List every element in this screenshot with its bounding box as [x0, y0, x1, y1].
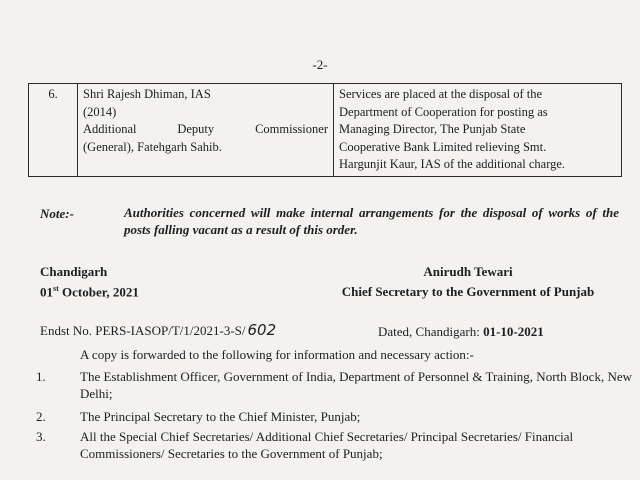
note-text: Authorities concerned will make internal arrangements for the disposal of works of the posts falling vacant as a result of this order.: [124, 205, 619, 237]
posting-cell: [334, 84, 622, 177]
endorsement-number: Endst No. PERS-IASOP/T/1/2021-3-S/ 602: [40, 321, 277, 339]
page-number: -2-: [312, 57, 328, 72]
document-page: -2- 6. Shri Rajesh Dhiman, IAS (2014) Additional Deputy Commissioner (General), Fatehgarh Sahib. Services are placed at the disposal of the Department of Cooperation for posting as Managing Director, The Punjab State Cooperative Bank Limited relieving Smt. Hargunjit Kaur, IAS of the additional charge. Note:- Authorities concerned will make internal arrangements for the disposal of works of the posts falling vacant as a result of this order. Chandigarh 01st October, 2021 Anirudh Tewari Chief Secretary to the Government of Punjab Endst No. PERS-IASOP/T/1/2021-3-S/ 602 Dated, Chandigarh: 01-10-2021 A copy is forwarded to the following for information and necessary action:- 1. The Establishment Officer, Government of India, Department of Personnel & Training, North Block, New Delhi; 2. The Principal Secretary to the Chief Minister, Punjab; 3. All the Special Chief Secretaries/ Additional Chief Secretaries/ Principal Secretaries/ Financial Commissioners/ Secretaries to the Government of Punjab;: [0, 0, 640, 480]
table-row: [29, 84, 622, 177]
officer-designation-line2: (General), Fatehgarh Sahib.: [83, 139, 222, 154]
officer-cell: [78, 84, 334, 177]
forwarding-intro: A copy is forwarded to the following for information and necessary action:-: [80, 347, 474, 362]
designation-word: Deputy: [177, 122, 215, 136]
designation-word: Commissioner: [255, 122, 328, 136]
designation-word: Additional: [83, 122, 137, 136]
signer-designation: Chief Secretary to the Government of Punjab: [341, 284, 595, 299]
officer-name: Shri Rajesh Dhiman, IAS: [83, 87, 211, 101]
issue-date: 01st October, 2021: [40, 284, 139, 300]
posting-line: Managing Director, The Punjab State: [339, 122, 526, 136]
posting-line: Cooperative Bank Limited relieving Smt.: [339, 139, 547, 154]
note-label: Note:-: [40, 206, 74, 221]
posting-table: [28, 83, 622, 177]
officer-batch: (2014): [83, 104, 117, 119]
posting-line: Services are placed at the disposal of the: [339, 87, 543, 101]
signer-name: Anirudh Tewari: [423, 264, 513, 279]
serial-number: 6.: [29, 84, 78, 177]
handwritten-number: 602: [247, 321, 277, 339]
posting-line: Department of Cooperation for posting as: [339, 104, 548, 119]
endorsement-date: Dated, Chandigarh: 01-10-2021: [378, 324, 544, 339]
issue-place: Chandigarh: [40, 264, 108, 279]
posting-line: Hargunjit Kaur, IAS of the additional charge.: [339, 157, 566, 171]
officer-designation-line1: [83, 121, 328, 139]
